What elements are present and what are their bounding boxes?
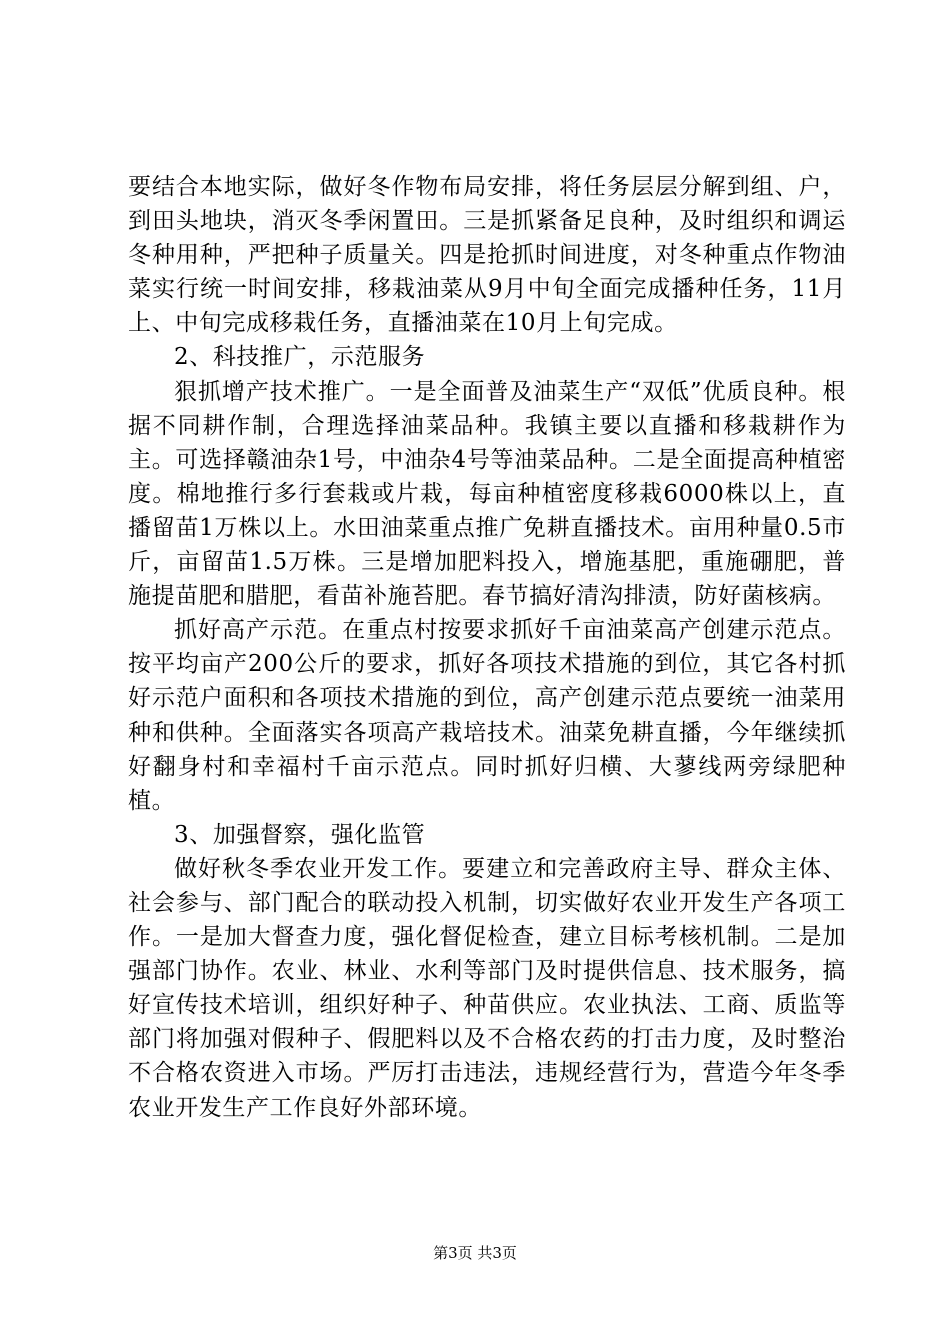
body-paragraph-4: 做好秋冬季农业开发工作。要建立和完善政府主导、群众主体、社会参与、部门配合的联动投入机制，切实做好农业开发生产各项工作。一是加大督查力度，强化督促检查，建立目标考核机制。二是加强部门协作。农业、林业、水利等部门及时提供信息、技术服务，搞好宣传技术培训，组织好种子、种苗供应。农业执法、工商、质监等部门将加强对假种子、假肥料以及不合格农药的打击力度，及时整治不合格农资进入市场。严厉打击违法，违规经营行为，营造今年冬季农业开发生产工作良好外部环境。 (128, 855, 846, 1121)
section-heading-3: 3、加强督察，强化监管 (174, 821, 426, 848)
body-paragraph-1: 要结合本地实际，做好冬作物布局安排，将任务层层分解到组、户，到田头地块，消灭冬季闲置田。三是抓紧备足良种，及时组织和调运冬种用种，严把种子质量关。四是抢抓时间进度，对冬种重点作物油菜实行统一时间安排，移栽油菜从9月中旬全面完成播种任务，11月上、中旬完成移栽任务，直播油菜在10月上旬完成。 (128, 174, 846, 337)
page-footer: 第3页 共3页 (433, 1244, 517, 1262)
body-paragraph-2: 狠抓增产技术推广。一是全面普及油菜生产“双低”优质良种。根据不同耕作制，合理选择油菜品种。我镇主要以直播和移栽耕作为主。可选择赣油杂1号，中油杂4号等油菜品种。二是全面提高种植密度。棉地推行多行套栽或片栽，每亩种植密度移栽6000株以上，直播留苗1万株以上。水田油菜重点推广免耕直播技术。亩用种量0.5市斤，亩留苗1.5万株。三是增加肥料投入，增施基肥，重施硼肥，普施提苗肥和腊肥，看苗补施苔肥。春节搞好清沟排渍，防好菌核病。 (128, 378, 846, 610)
document-body (128, 170, 846, 1125)
body-paragraph-3: 抓好高产示范。在重点村按要求抓好千亩油菜高产创建示范点。按平均亩产200公斤的要求，抓好各项技术措施的到位，其它各村抓好示范户面积和各项技术措施的到位，高产创建示范点要统一油菜用种和供种。全面落实各项高产栽培技术。油菜免耕直播，今年继续抓好翻身村和幸福村千亩示范点。同时抓好归横、大蓼线两旁绿肥种植。 (128, 617, 846, 814)
section-heading-2: 2、科技推广，示范服务 (174, 344, 426, 371)
